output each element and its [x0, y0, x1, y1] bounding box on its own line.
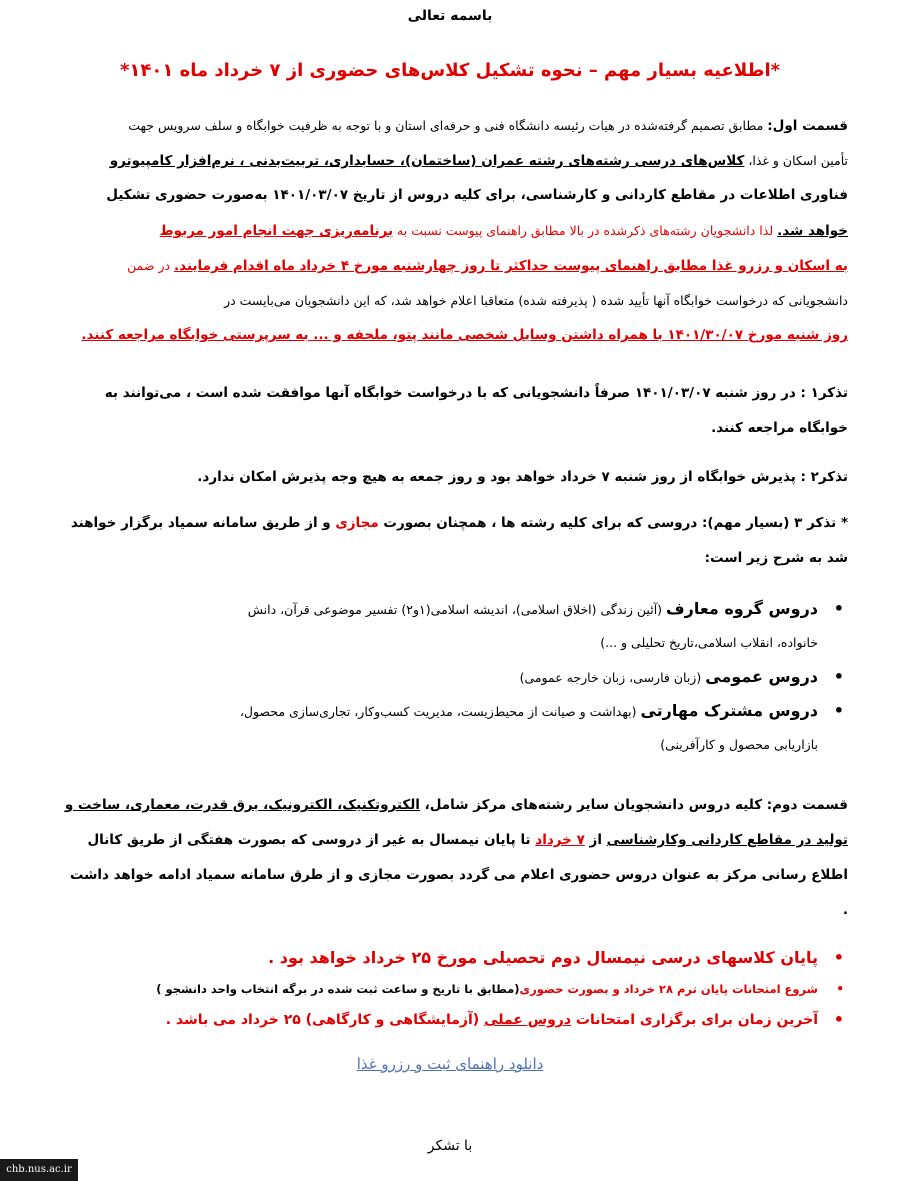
list-item: • آخرین زمان برای برگزاری امتحانات دروس عملی (آزمایشگاهی و کارگاهی) ۲۵ خرداد می باشد . — [165, 1010, 844, 1029]
end-notes-list — [42, 940, 848, 1038]
closing-thanks: با تشکر — [427, 1138, 473, 1154]
download-guide-link[interactable]: دانلود راهنمای ثبت و رزرو غذا — [356, 1055, 544, 1073]
part1-label: قسمت اول: — [767, 118, 848, 134]
list-item: • پایان کلاسهای درسی نیمسال دوم تحصیلی مورخ ۲۵ خرداد خواهد بود . — [268, 948, 844, 967]
course-list: • دروس گروه معارف (آئین زندگی (اخلاق اسلامی)، اندیشه اسلامی(۱و۲) تفسیر موضوعی قرآن، دانش خانواده، انقلاب اسلامی،تاریخ تحلیلی و ...) • دروس عمومی (زبان فارسی، زبان خارجه عمومی) • دروس مشترک مهارتی (بهداشت و صیانت از محیط‌زیست، مدیریت کسب‌وکار، تجاری‌سازی محصول، بازاریابی محصول و کارآفرینی) — [42, 592, 848, 762]
note3-paragraph: * تذکر ۳ (بسیار مهم): دروسی که برای کلیه رشته ها ، همچنان بصورت مجازی و از طریق سامانه سمیاد برگزار خواهند شد به شرح زیر است: — [70, 515, 848, 566]
list-item: • دروس عمومی (زبان فارسی، زبان خارجه عمومی) — [519, 667, 844, 686]
bismillah-header: باسمه تعالی — [407, 8, 493, 24]
site-watermark: chb.nus.ac.ir — [0, 1159, 78, 1181]
announcement-title: *اطلاعیه بسیار مهم – نحوه تشکیل کلاس‌های حضوری از ۷ خرداد ماه ۱۴۰۱* — [119, 60, 781, 81]
list-item: • دروس مشترک مهارتی (بهداشت و صیانت از محیط‌زیست، مدیریت کسب‌وکار، تجاری‌سازی محصول، — [239, 701, 844, 720]
part2-paragraph: قسمت دوم: کلیه دروس دانشجویان سایر رشته‌های مرکز شامل، الکتروتکنیک، الکترونیک، برق قدرت، معماری، ساخت و تولید در مقاطع کاردانی وکارشناسی از ۷ خرداد تا پایان نیمسال به غیر از دروسی که بصورت هفتگی از طریق کانال اطلاع رسانی مرکز به عنوان دروس حضوری اعلام می گردد بصورت مجازی و از طرق سامانه سمیاد ادامه خواهد داشت . — [64, 797, 848, 918]
list-item: • شروع امتحانات پایان ترم ۲۸ خرداد و بصورت حضوری(مطابق با تاریخ و ساعت ثبت شده در برگه انتخاب واحد دانشجو ) — [156, 982, 844, 996]
list-item: • دروس گروه معارف (آئین زندگی (اخلاق اسلامی)، اندیشه اسلامی(۱و۲) تفسیر موضوعی قرآن، دانش — [247, 599, 844, 618]
part1-paragraph: قسمت اول: مطابق تصمیم گرفته‌شده در هیات رئیسه دانشگاه فنی و حرفه‌ای استان و با توجه به ظرفیت خوابگاه و سلف سرویس جهت تأمین اسکان و غذا، کلاس‌های درسی رشته‌های رشته عمران (ساختمان)، حسابداری، تربیت‌بدنی ، نرم‌افزار کامپیوترو فناوری اطلاعات در مقاطع کاردانی و کارشناسی، برای کلیه دروس از تاریخ ۱۴۰۱/۰۳/۰۷ به‌صورت حضوری تشکیل خواهد شد. لذا دانشجویان رشته‌های ذکرشده در بالا مطابق راهنمای پیوست نسبت به برنامه‌ریزی جهت انجام امور مربوط به اسکان و رزرو غذا مطابق راهنمای پیوست حداکثر تا روز چهارشنبه مورخ ۴ خرداد ماه اقدام فرمایند. در ضمن دانشجویانی که درخواست خوابگاه آنها تأیید شده ( پذیرفته شده) متعاقبا اعلام خواهد شد، که این دانشجویان می‌بایست در روز شنبه مورخ ۱۴۰۱/۳۰/۰۷ با همراه داشتن وسایل شخصی مانند پتو، ملحفه و ... به سرپرستی خوابگاه مراجعه کنند. — [81, 118, 848, 343]
note2-paragraph: تذکر۲ : پذیرش خوابگاه از روز شنبه ۷ خرداد خواهد بود و روز جمعه به هیچ وجه پذیرش امکان ندارد. — [197, 469, 848, 485]
note1-paragraph: تذکر۱ : در روز شنبه ۱۴۰۱/۰۳/۰۷ صرفاً دانشجویانی که با درخواست خوابگاه آنها موافقت شده است ، می‌توانند به خوابگاه مراجعه کنند. — [104, 385, 848, 436]
